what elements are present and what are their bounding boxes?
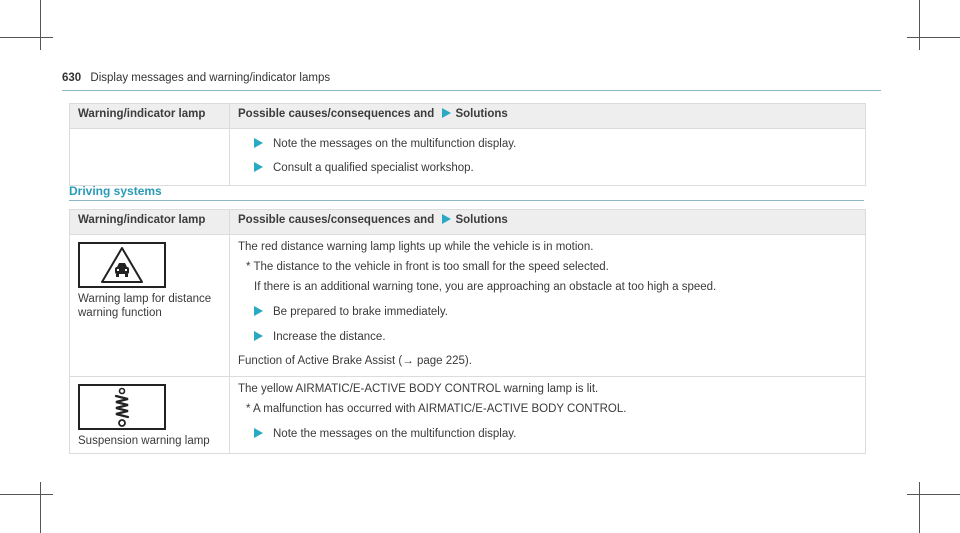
lamp-label: Warning lamp for distance <box>78 293 212 305</box>
solution-arrow-icon <box>254 162 263 172</box>
solution-arrow-icon <box>442 214 451 224</box>
solution-arrow-icon <box>442 108 451 118</box>
crop-mark <box>919 482 920 533</box>
section-rule <box>69 200 864 201</box>
lamp-cell <box>70 377 230 454</box>
solution-arrow-icon <box>254 428 263 438</box>
solution-step <box>238 424 857 444</box>
reference-arrow-icon: → <box>402 355 414 367</box>
suspension-warning-icon <box>78 384 166 430</box>
crop-mark <box>907 494 960 495</box>
lamp-label: warning function <box>78 307 162 319</box>
lamp-cell-empty <box>70 129 230 186</box>
col-header-causes-text: Possible causes/consequences and <box>238 108 435 120</box>
distance-warning-icon <box>78 242 166 288</box>
col-header-lamp: Warning/indicator lamp <box>70 104 230 129</box>
running-title: Display messages and warning/indicator lamps <box>90 72 331 84</box>
reference-page: page 225). <box>413 355 472 367</box>
solution-step <box>238 302 857 322</box>
header-rule <box>62 90 881 91</box>
reference-text: Function of Active Brake Assist ( <box>238 355 403 367</box>
causes-cell <box>230 377 866 454</box>
solution-step <box>238 158 857 178</box>
col-header-solutions-text: Solutions <box>455 214 508 226</box>
crop-mark <box>40 0 41 50</box>
col-header-causes-text: Possible causes/consequences and <box>238 214 435 226</box>
table-row <box>70 235 866 377</box>
crop-mark <box>907 37 960 38</box>
causes-cell <box>230 129 866 186</box>
table-row <box>70 377 866 454</box>
solution-arrow-icon <box>254 306 263 316</box>
col-header-causes <box>230 210 866 235</box>
col-header-causes <box>230 104 866 129</box>
causes-cell <box>230 235 866 377</box>
solution-text: Be prepared to brake immediately. <box>273 306 448 318</box>
solution-text: Note the messages on the multifunction display. <box>273 428 517 440</box>
cause-detail: * The distance to the vehicle in front is too small for the speed selected. <box>246 261 609 273</box>
crop-mark <box>919 0 920 50</box>
table-continued <box>69 103 866 186</box>
lamp-cell <box>70 235 230 377</box>
page-header <box>62 72 330 84</box>
solution-step <box>238 327 857 347</box>
solution-text: Note the messages on the multifunction display. <box>273 138 517 150</box>
solution-step <box>238 134 857 154</box>
cause-detail: * A malfunction has occurred with AIRMATIC/E-ACTIVE BODY CONTROL. <box>246 403 627 415</box>
cause-text: The yellow AIRMATIC/E-ACTIVE BODY CONTROL warning lamp is lit. <box>238 383 599 395</box>
col-header-lamp: Warning/indicator lamp <box>70 210 230 235</box>
crop-mark <box>40 482 41 533</box>
col-header-solutions-text: Solutions <box>455 108 508 120</box>
page-number: 630 <box>62 72 82 84</box>
lamp-label: Suspension warning lamp <box>78 435 210 447</box>
solution-text: Increase the distance. <box>273 331 386 343</box>
table-driving-systems <box>69 209 866 454</box>
crop-mark <box>0 37 53 38</box>
cause-text: The red distance warning lamp lights up while the vehicle is in motion. <box>238 241 594 253</box>
page-reference[interactable] <box>238 351 857 371</box>
crop-mark <box>0 494 53 495</box>
solution-text: Consult a qualified specialist workshop. <box>273 162 474 174</box>
solution-arrow-icon <box>254 331 263 341</box>
solution-arrow-icon <box>254 138 263 148</box>
cause-detail: If there is an additional warning tone, you are approaching an obstacle at too high a speed. <box>254 281 717 293</box>
section-title: Driving systems <box>69 184 162 198</box>
